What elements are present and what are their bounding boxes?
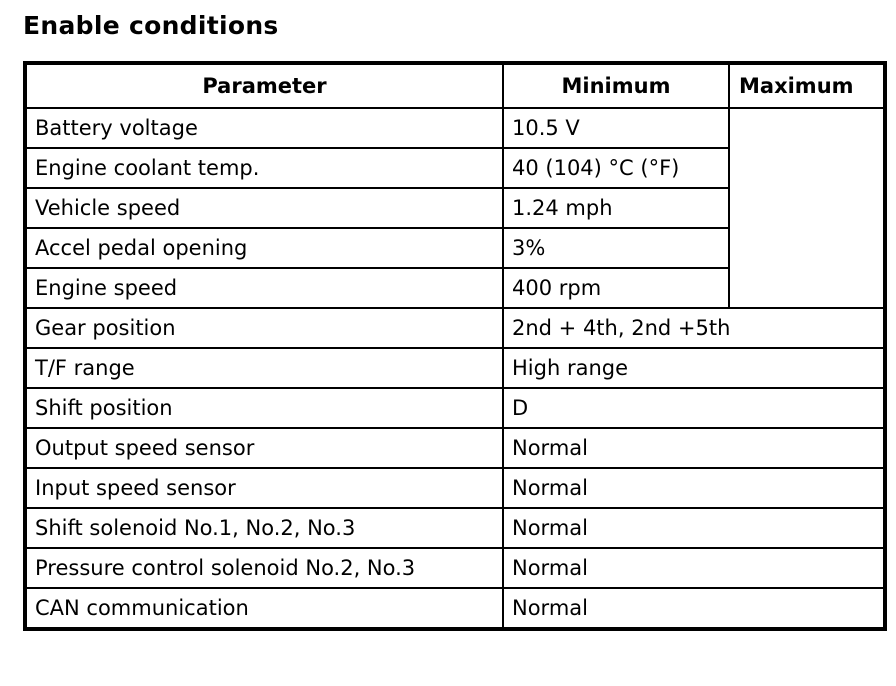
cell-value: 2nd + 4th, 2nd +5th — [503, 308, 884, 348]
cell-value: Normal — [503, 508, 884, 548]
table-row — [26, 468, 884, 508]
cell-parameter: Pressure control solenoid No.2, No.3 — [26, 548, 503, 588]
table-row — [26, 548, 884, 588]
cell-parameter: Output speed sensor — [26, 428, 503, 468]
cell-parameter: Shift solenoid No.1, No.2, No.3 — [26, 508, 503, 548]
cell-parameter: Vehicle speed — [26, 188, 503, 228]
cell-minimum: 40 (104) °C (°F) — [503, 148, 729, 188]
header-minimum: Minimum — [503, 64, 729, 108]
cell-parameter: Engine coolant temp. — [26, 148, 503, 188]
cell-parameter: Accel pedal opening — [26, 228, 503, 268]
cell-minimum: 3% — [503, 228, 729, 268]
table-row — [26, 348, 884, 388]
table-row — [26, 108, 884, 148]
table-row — [26, 508, 884, 548]
header-parameter: Parameter — [26, 64, 503, 108]
table-row — [26, 308, 884, 348]
cell-parameter: Battery voltage — [26, 108, 503, 148]
cell-value: Normal — [503, 588, 884, 628]
cell-value: Normal — [503, 428, 884, 468]
cell-minimum: 10.5 V — [503, 108, 729, 148]
cell-maximum-empty — [729, 108, 884, 308]
cell-parameter: Gear position — [26, 308, 503, 348]
cell-value: High range — [503, 348, 884, 388]
cell-parameter: Shift position — [26, 388, 503, 428]
table-header-row — [26, 64, 884, 108]
cell-value: Normal — [503, 468, 884, 508]
table-row — [26, 588, 884, 628]
header-maximum: Maximum — [729, 64, 884, 108]
cell-parameter: Input speed sensor — [26, 468, 503, 508]
cell-parameter: Engine speed — [26, 268, 503, 308]
table-row — [26, 388, 884, 428]
cell-parameter: CAN communication — [26, 588, 503, 628]
cell-value: Normal — [503, 548, 884, 588]
table-row — [26, 428, 884, 468]
section-heading: Enable conditions — [23, 11, 279, 40]
cell-parameter: T/F range — [26, 348, 503, 388]
cell-minimum: 1.24 mph — [503, 188, 729, 228]
cell-minimum: 400 rpm — [503, 268, 729, 308]
cell-value: D — [503, 388, 884, 428]
enable-conditions-table — [23, 61, 887, 631]
